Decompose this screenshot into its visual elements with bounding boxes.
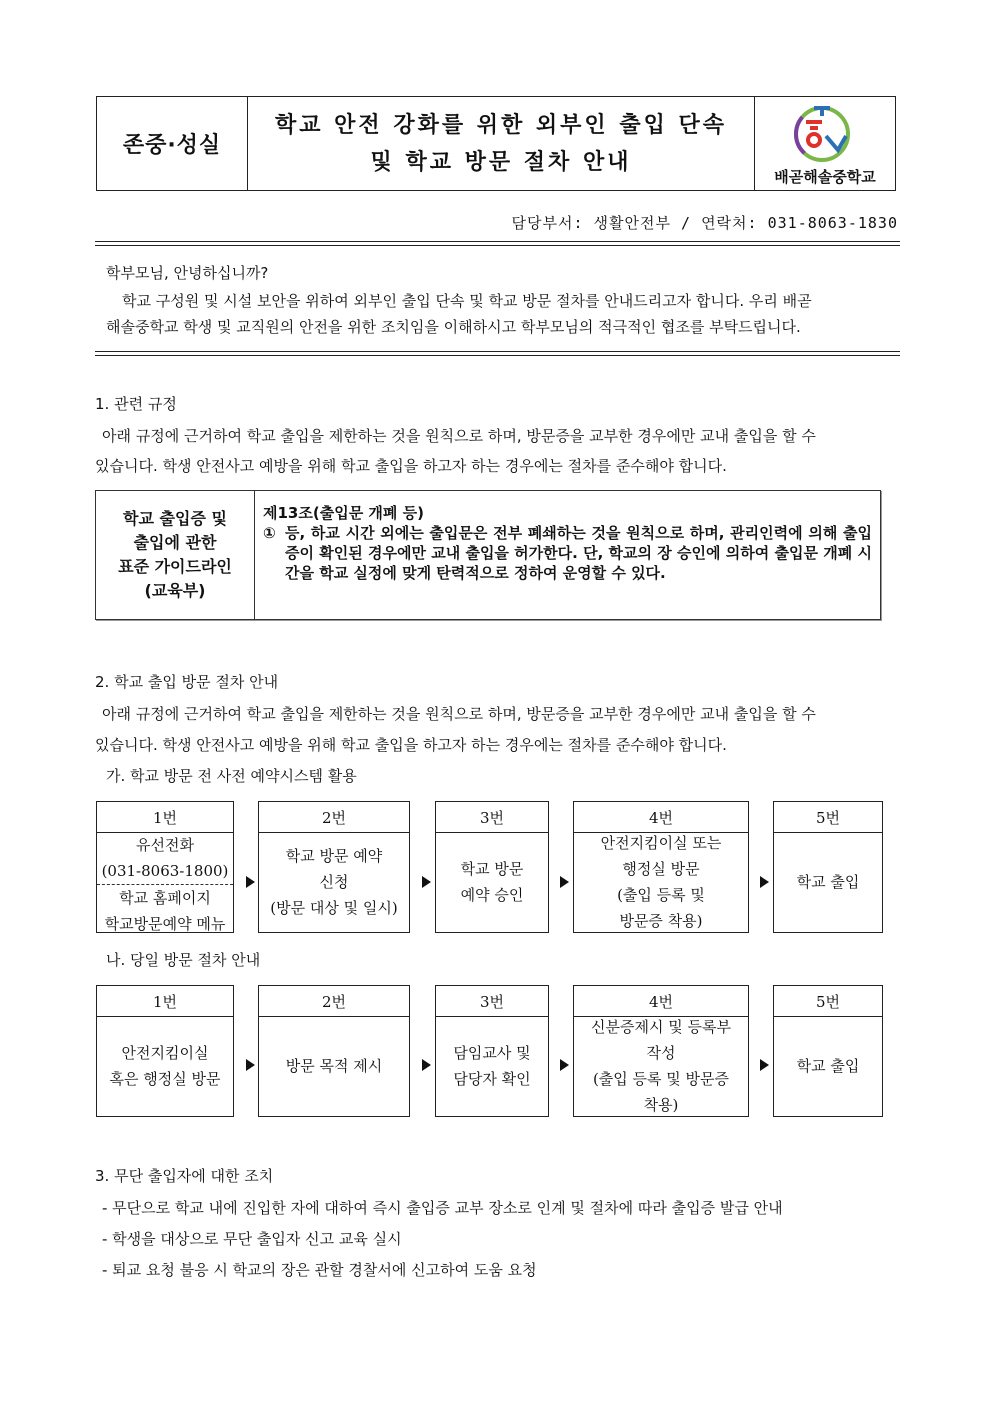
step-line: (출입 등록 및 방문증 <box>592 1070 730 1088</box>
guideline-name-line: 출입에 관한 <box>133 533 217 552</box>
step-number: 1번 <box>97 802 233 833</box>
guideline-table <box>95 490 881 620</box>
step-line: 혹은 행정실 방문 <box>109 1070 221 1088</box>
section-3-title: 3. 무단 출입자에 대한 조치 <box>95 1167 274 1185</box>
step-line: 안전지킴이실 <box>121 1044 209 1062</box>
intro-line-1: 학교 구성원 및 시설 보안을 위하여 외부인 출입 단속 및 학교 방문 절차를 안내드리고자 합니다. 우리 배곧 <box>122 292 812 310</box>
section-2-para-line-2: 있습니다. 학생 안전사고 예방을 위해 학교 출입을 하고자 하는 경우에는 절차를 준수해야 합니다. <box>95 736 727 754</box>
document-header <box>96 96 896 191</box>
arrow-right-icon <box>246 1059 255 1071</box>
sub-a-title: 가. 학교 방문 전 사전 예약시스템 활용 <box>106 767 357 785</box>
sub-b-title: 나. 당일 방문 절차 안내 <box>106 951 261 969</box>
step-line: 착용) <box>643 1096 679 1114</box>
contact-info: 담당부서: 생활안전부 / 연락처: 031-8063-1830 <box>511 214 898 232</box>
guideline-name-line: 표준 가이드라인 <box>118 557 232 576</box>
step-line: 신청 <box>319 873 349 891</box>
step-line: 담당자 확인 <box>453 1070 531 1088</box>
step-line: 행정실 방문 <box>622 860 700 878</box>
flow-b-step-4 <box>573 985 749 1117</box>
document-title <box>248 97 755 190</box>
section-3-item: - 학생을 대상으로 무단 출입자 신고 교육 실시 <box>102 1230 402 1248</box>
step-number: 2번 <box>259 986 409 1017</box>
step-line: 학교 출입 <box>796 1057 860 1075</box>
step-number: 4번 <box>574 802 748 833</box>
flow-a-step-5 <box>773 801 883 933</box>
step-body <box>436 832 548 932</box>
guideline-item <box>263 523 872 583</box>
section-3-item: - 무단으로 학교 내에 진입한 자에 대하여 즉시 출입증 교부 장소로 인계 및 절차에 따라 출입증 발급 안내 <box>102 1199 783 1217</box>
school-motto: 존중·성실 <box>97 97 248 190</box>
guideline-item-number: ① <box>263 524 276 542</box>
step-body <box>97 832 233 932</box>
guideline-name-line: 학교 출입증 및 <box>123 509 227 528</box>
guideline-item-text: 등, 하교 시간 외에는 출입문은 전부 폐쇄하는 것을 원칙으로 하며, 관리인력에 의해 출입증이 확인된 경우에만 교내 출입을 허가한다. 단, 학교의 장 승인에 의하여 출입문 개폐 시간을 학교 실정에 맞게 탄력적으로 정하여 운영할 수 있다. <box>285 524 872 582</box>
step-number: 3번 <box>436 802 548 833</box>
step-number: 3번 <box>436 986 548 1017</box>
step-line: 학교 방문 예약 <box>285 847 383 865</box>
step-line: 학교 홈페이지 <box>119 889 211 907</box>
title-line-2: 및 학교 방문 절차 안내 <box>370 149 632 175</box>
school-emblem-icon <box>788 102 862 162</box>
section-1-para-line-1: 아래 규정에 근거하여 학교 출입을 제한하는 것을 원칙으로 하며, 방문증을 교부한 경우에만 교내 출입을 할 수 <box>102 427 816 445</box>
step-body <box>774 832 882 932</box>
arrow-right-icon <box>422 1059 431 1071</box>
step-line: 학교 출입 <box>796 873 860 891</box>
step-number: 5번 <box>774 986 882 1017</box>
step-number: 1번 <box>97 986 233 1017</box>
step-line: (031-8063-1800) <box>101 862 229 880</box>
step-body <box>97 1016 233 1116</box>
step-line: (방문 대상 및 일시) <box>270 899 398 917</box>
flow-b-step-3 <box>435 985 549 1117</box>
step-body <box>574 832 748 932</box>
step-line: 학교방문예약 메뉴 <box>104 915 226 933</box>
step-number: 5번 <box>774 802 882 833</box>
divider <box>95 355 900 356</box>
step-line: 유선전화 <box>136 836 194 854</box>
step-number: 4번 <box>574 986 748 1017</box>
step-body <box>436 1016 548 1116</box>
section-1-para-line-2: 있습니다. 학생 안전사고 예방을 위해 학교 출입을 하고자 하는 경우에는 절차를 준수해야 합니다. <box>95 457 727 475</box>
guideline-content <box>255 491 880 619</box>
step-line: 담임교사 및 <box>453 1044 531 1062</box>
step-line: 학교 방문 <box>460 860 524 878</box>
flow-b-step-5 <box>773 985 883 1117</box>
arrow-right-icon <box>560 876 569 888</box>
intro-line-2: 해솔중학교 학생 및 교직원의 안전을 위한 조치임을 이해하시고 학부모님의 적극적인 협조를 부탁드립니다. <box>106 318 801 336</box>
step-body <box>259 832 409 932</box>
step-line: 안전지킴이실 또는 <box>600 834 722 852</box>
arrow-right-icon <box>760 876 769 888</box>
divider <box>95 351 900 352</box>
arrow-right-icon <box>760 1059 769 1071</box>
section-1-title: 1. 관련 규정 <box>95 395 177 413</box>
step-body <box>574 1016 748 1116</box>
divider <box>95 241 900 242</box>
flow-b-step-1 <box>96 985 234 1117</box>
step-line: 작성 <box>646 1044 676 1062</box>
section-3-item: - 퇴교 요청 불응 시 학교의 장은 관할 경찰서에 신고하여 도움 요청 <box>102 1261 537 1279</box>
step-line: (출입 등록 및 <box>617 886 705 904</box>
divider <box>95 245 900 246</box>
flow-a-step-3 <box>435 801 549 933</box>
section-2-para-line-1: 아래 규정에 근거하여 학교 출입을 제한하는 것을 원칙으로 하며, 방문증을 교부한 경우에만 교내 출입을 할 수 <box>102 705 816 723</box>
step-line: 예약 승인 <box>460 886 524 904</box>
title-line-1: 학교 안전 강화를 위한 외부인 출입 단속 <box>275 112 727 138</box>
step-line: 방문 목적 제시 <box>285 1057 383 1075</box>
arrow-right-icon <box>422 876 431 888</box>
guideline-article: 제13조(출입문 개폐 등) <box>263 504 424 522</box>
greeting: 학부모님, 안녕하십니까? <box>106 264 269 282</box>
arrow-right-icon <box>560 1059 569 1071</box>
flow-a-step-2 <box>258 801 410 933</box>
guideline-name <box>96 491 255 619</box>
flow-b-step-2 <box>258 985 410 1117</box>
school-logo <box>755 97 895 190</box>
guideline-name-line: (교육부) <box>144 581 206 600</box>
step-body <box>259 1016 409 1116</box>
flow-a-step-4 <box>573 801 749 933</box>
step-line: 방문증 착용) <box>619 912 703 930</box>
step-body <box>774 1016 882 1116</box>
school-name: 배곧해솔중학교 <box>774 168 876 186</box>
arrow-right-icon <box>246 876 255 888</box>
step-line: 신분증제시 및 등록부 <box>591 1018 731 1036</box>
step-number: 2번 <box>259 802 409 833</box>
flow-a-step-1 <box>96 801 234 933</box>
section-2-title: 2. 학교 출입 방문 절차 안내 <box>95 673 279 691</box>
